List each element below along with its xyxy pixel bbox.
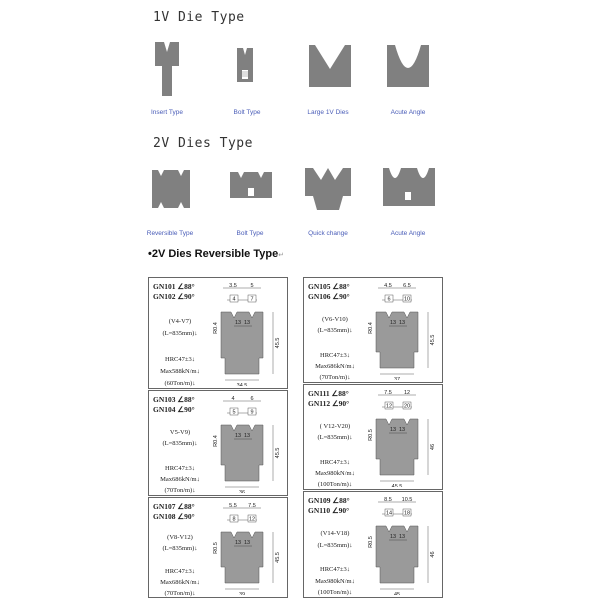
- die-profile: [376, 312, 418, 368]
- dim-v-small: 14: [385, 510, 393, 517]
- dim-top-left: 3.5: [229, 283, 237, 289]
- dim-radius: R0.4: [368, 322, 374, 334]
- v-range: ( V12-V20): [319, 422, 351, 430]
- model-line-2: GN110 ∠90°: [308, 506, 350, 515]
- large-1v-die-image: [309, 45, 351, 87]
- dim-v-small: 5: [232, 409, 236, 416]
- hardness-spec: HRC47±3↓: [165, 356, 195, 363]
- model-numbers: [308, 282, 350, 302]
- die-drawing: [207, 282, 287, 386]
- dim-v-small: 8: [232, 516, 236, 523]
- max-load-spec: Max588kN/m↓: [160, 368, 200, 375]
- reversible-type-die-image: [152, 168, 190, 210]
- hardness-spec: HRC47±3↓: [165, 464, 195, 472]
- dim-mid-left: 13: [389, 534, 397, 540]
- model-numbers: [153, 282, 195, 302]
- dim-v-small: 12: [385, 403, 393, 410]
- v-range: (V6-V10): [322, 315, 348, 323]
- max-load-spec: Max980kN/m↓: [315, 470, 355, 478]
- hardness-spec: HRC47±3↓: [320, 566, 350, 574]
- dim-mid-left: 13: [389, 427, 397, 433]
- product-card: [148, 277, 288, 389]
- product-card: [303, 491, 443, 598]
- length-spec: (L=835mm)↓: [317, 327, 353, 335]
- dim-mid-left: 13: [234, 540, 242, 546]
- dim-mid-right: 13: [243, 433, 251, 439]
- dim-height: 45.5: [275, 337, 281, 349]
- dim-v-large: 7: [250, 296, 254, 303]
- section1-title: 1V Die Type: [153, 10, 245, 25]
- section2-title: 2V Dies Type: [153, 136, 253, 151]
- 2v-bolt-type-die-image: [230, 172, 272, 198]
- model-numbers: [308, 389, 349, 409]
- caption-large-1v-dies: Large 1V Dies: [307, 109, 349, 116]
- max-load-spec: Max686kN/m↓: [315, 363, 355, 371]
- model-line-1: GN109 ∠88°: [308, 496, 350, 505]
- dim-mid-left: 13: [234, 320, 242, 326]
- model-line-1: GN101 ∠88°: [153, 282, 195, 291]
- dim-mid-right: 13: [398, 534, 406, 540]
- insert-type-die-image: [152, 42, 182, 96]
- dim-mid-right: 13: [398, 320, 406, 326]
- model-line-2: GN102 ∠90°: [153, 292, 195, 301]
- die-profile: [221, 532, 263, 583]
- die-profile: [221, 425, 263, 481]
- die-drawing: [362, 282, 442, 380]
- length-spec: (L=835mm)↓: [162, 544, 198, 552]
- product-card: [303, 277, 443, 383]
- caption-2v-acute-angle: Acute Angle: [390, 230, 426, 237]
- dim-mid-right: 13: [398, 427, 406, 433]
- bolt-type-die-image: [236, 48, 254, 82]
- dim-top-right: 6.5: [403, 283, 411, 289]
- tonnage-spec: (70Ton/m)↓: [319, 374, 351, 382]
- dim-width: 45.5: [391, 484, 403, 487]
- dim-top-right: 10.5: [401, 497, 413, 503]
- dim-top-left: 7.5: [384, 390, 392, 396]
- product-card: [148, 497, 288, 598]
- dim-top-left: 4: [231, 396, 235, 402]
- caption-2v-bolt-type: Bolt Type: [236, 230, 264, 237]
- caption-bolt-type: Bolt Type: [233, 109, 261, 116]
- length-spec: (L=835mm)↓: [162, 330, 198, 337]
- dim-width: 45: [393, 592, 401, 595]
- dim-top-left: 4.5: [384, 283, 392, 289]
- dim-width: 34.5: [236, 383, 248, 386]
- dim-width: 39: [238, 592, 246, 595]
- caption-reversible-type: Reversible Type: [146, 230, 194, 237]
- tonnage-spec: (70Ton/m)↓: [164, 589, 196, 597]
- model-line-1: GN111 ∠88°: [308, 389, 349, 398]
- model-line-2: GN108 ∠90°: [153, 512, 195, 521]
- model-line-1: GN103 ∠88°: [153, 395, 195, 404]
- hardness-spec: HRC47±3↓: [165, 568, 195, 576]
- dim-v-small: 4: [232, 296, 236, 303]
- dim-radius: R0.5: [213, 542, 219, 554]
- dim-v-large: 12: [248, 516, 256, 523]
- max-load-spec: Max686kN/m↓: [160, 578, 200, 586]
- dim-radius: R0.5: [368, 429, 374, 441]
- model-line-2: GN104 ∠90°: [153, 405, 195, 414]
- caption-acute-angle: Acute Angle: [390, 109, 426, 116]
- model-numbers: [308, 496, 350, 516]
- dim-height: 45.5: [430, 334, 436, 346]
- dim-mid-left: 13: [234, 433, 242, 439]
- dim-v-large: 9: [250, 409, 254, 416]
- model-line-2: GN112 ∠90°: [308, 399, 350, 408]
- dim-mid-left: 13: [389, 320, 397, 326]
- section3-title: •2V Dies Reversible Type↵: [148, 248, 285, 260]
- length-spec: (L=835mm)↓: [317, 434, 353, 442]
- dim-radius: R0.4: [213, 322, 219, 334]
- acute-angle-die-image: [387, 45, 429, 87]
- dim-height: 46: [430, 551, 436, 558]
- v-range: V5-V9): [169, 428, 191, 436]
- caption-insert-type: Insert Type: [150, 109, 184, 116]
- dim-height: 45.5: [275, 552, 281, 563]
- product-card: [303, 384, 443, 490]
- dim-top-right: 7.5: [248, 503, 256, 509]
- dim-width: 37: [393, 377, 401, 380]
- dim-height: 45.5: [275, 447, 281, 459]
- dim-v-large: 10: [403, 296, 411, 303]
- die-profile: [221, 312, 263, 374]
- dim-radius: R0.5: [368, 536, 374, 548]
- max-load-spec: Max980kN/m↓: [315, 577, 355, 585]
- tonnage-spec: (70Ton/m)↓: [164, 487, 196, 495]
- dim-v-small: 6: [387, 296, 391, 303]
- model-line-1: GN107 ∠88°: [153, 502, 195, 511]
- dim-mid-right: 13: [243, 540, 251, 546]
- length-spec: (L=835mm)↓: [317, 541, 353, 549]
- length-spec: (L=835mm)↓: [162, 440, 198, 448]
- die-drawing: [207, 395, 287, 493]
- dim-width: 36: [238, 490, 246, 493]
- dim-top-right: 5: [250, 283, 254, 289]
- dim-top-left: 5.5: [229, 503, 237, 509]
- tonnage-spec: (100Ton/m)↓: [317, 589, 353, 597]
- dim-height: 46: [430, 443, 436, 451]
- product-card: [148, 390, 288, 496]
- dim-v-large: 18: [403, 510, 411, 517]
- dim-radius: R0.4: [213, 435, 219, 447]
- die-drawing: [362, 496, 442, 595]
- v-range: (V4-V7): [168, 318, 192, 325]
- 2v-acute-angle-die-image: [383, 168, 435, 206]
- die-drawing: [362, 389, 442, 487]
- v-range: (V8-V12): [167, 533, 193, 541]
- hardness-spec: HRC47±3↓: [320, 351, 350, 359]
- quick-change-die-image: [305, 168, 351, 210]
- max-load-spec: Max686kN/m↓: [160, 476, 200, 484]
- dim-mid-right: 13: [243, 320, 251, 326]
- model-numbers: [153, 502, 195, 522]
- hardness-spec: HRC47±3↓: [320, 458, 350, 466]
- model-line-2: GN106 ∠90°: [308, 292, 350, 301]
- die-profile: [376, 419, 418, 475]
- tonnage-spec: (100Ton/m)↓: [317, 481, 353, 489]
- dim-top-right: 12: [403, 390, 411, 396]
- die-profile: [376, 526, 418, 583]
- dim-top-left: 8.5: [384, 497, 392, 503]
- model-line-1: GN105 ∠88°: [308, 282, 350, 291]
- dim-top-right: 6: [250, 396, 254, 402]
- die-drawing: [207, 502, 287, 595]
- caption-quick-change: Quick change: [308, 230, 348, 237]
- dim-v-large: 20: [403, 403, 411, 410]
- tonnage-spec: (60Ton/m)↓: [164, 380, 196, 387]
- v-range: (V14-V18): [320, 530, 350, 538]
- model-numbers: [153, 395, 195, 415]
